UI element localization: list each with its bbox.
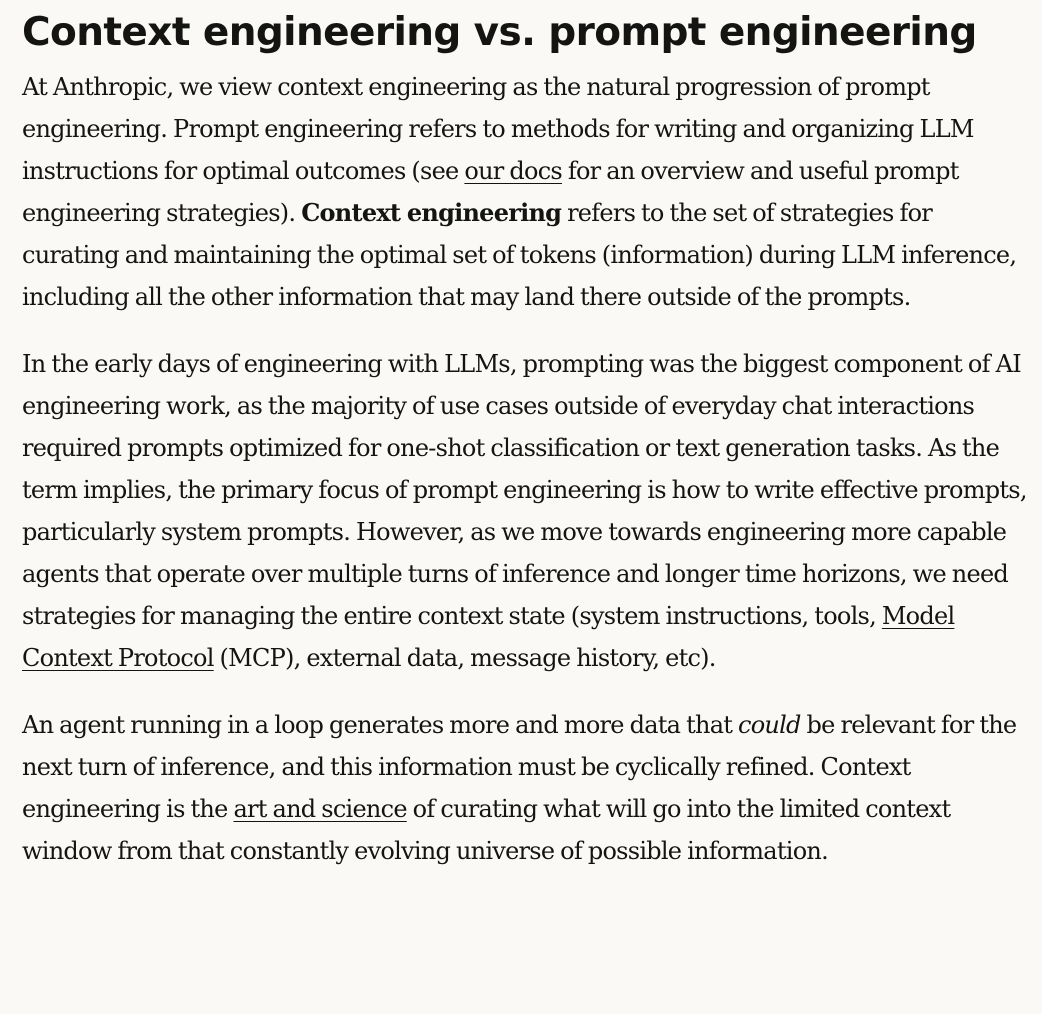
paragraph-3-text-2: be relevant for the next turn of inference, and this information must be cyclically refined. Context engineering is the [22,711,1017,823]
paragraph-1-text-3: refers to the set of strategies for curating and maintaining the optimal set of tokens (information) during LLM inference, including all the other information that may land there outside of the prompts. [22,199,1017,311]
art-and-science-link[interactable]: art and science [233,795,407,823]
paragraph-2-text-2: (MCP), external data, message history, etc). [213,644,716,672]
paragraph-3 [22,704,1032,872]
paragraph-1-text-2: for an overview and useful prompt engineering strategies). [22,157,959,227]
paragraph-1-text-1: At Anthropic, we view context engineering as the natural progression of prompt engineering. Prompt engineering refers to methods for writing and organizing LLM instructions for optimal outcomes (see [22,73,974,185]
paragraph-1 [22,66,1032,318]
paragraph-3-text-1: An agent running in a loop generates more and more data that [22,711,739,739]
paragraph-2-text-1: In the early days of engineering with LLMs, prompting was the biggest component of AI engineering work, as the majority of use cases outside of everyday chat interactions required prompts optimized for one-shot classification or text generation tasks. As the term implies, the primary focus of prompt engineering is how to write effective prompts, particularly system prompts. However, as we move towards engineering more capable agents that operate over multiple turns of inference and longer time horizons, we need strategies for managing the entire context state (system instructions, tools, [22,350,1027,630]
paragraph-2 [22,343,1032,679]
could-emphasis: could [738,711,801,739]
model-context-protocol-link[interactable]: Model Context Protocol [22,602,955,672]
section-heading: Context engineering vs. prompt engineering [22,10,977,55]
paragraph-3-text-3: of curating what will go into the limited context window from that constantly evolving universe of possible information. [22,795,951,865]
our-docs-link[interactable]: our docs [464,157,562,185]
context-engineering-bold-term: Context engineering [301,198,562,227]
